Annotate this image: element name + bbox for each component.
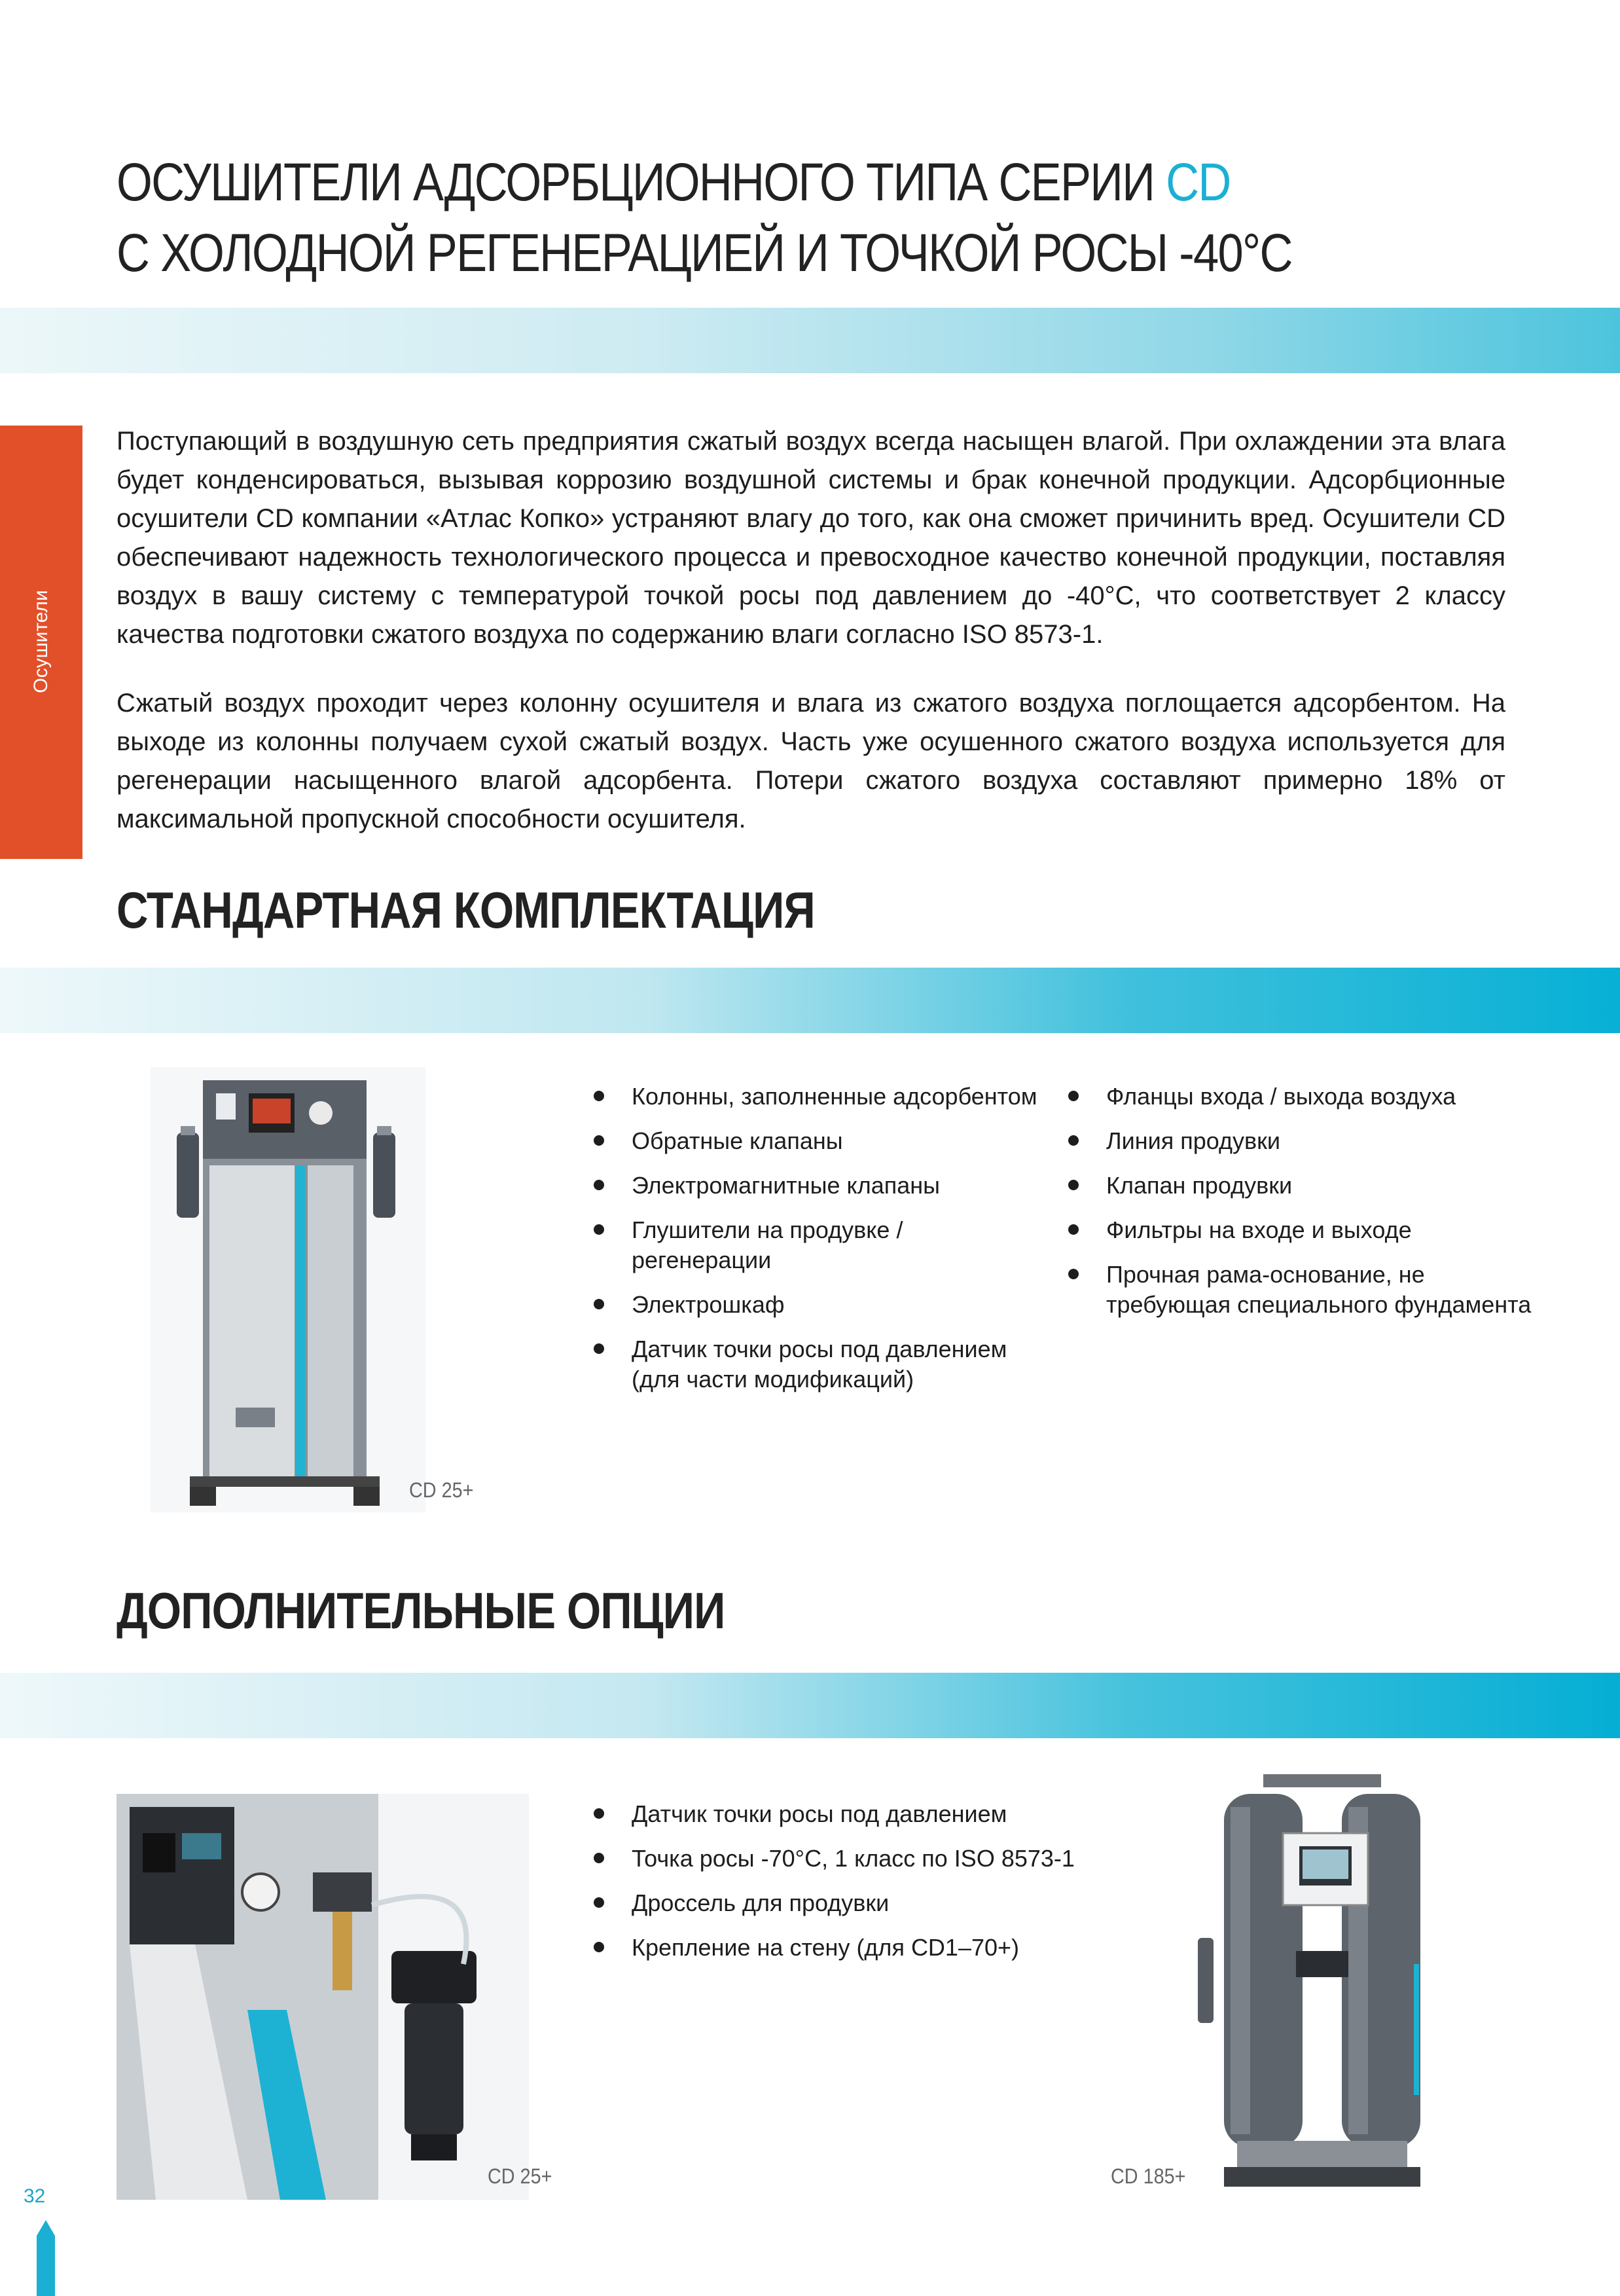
list-item: Фильтры на входе и выходе bbox=[1067, 1215, 1538, 1245]
image-caption: CD 25+ bbox=[488, 2164, 552, 2188]
decorative-band bbox=[0, 1673, 1620, 1738]
title-line2: С ХОЛОДНОЙ РЕГЕНЕРАЦИЕЙ И ТОЧКОЙ РОСЫ -40°С bbox=[117, 223, 1292, 283]
list-item: Глушители на продувке / регенерации bbox=[592, 1215, 1037, 1275]
list-item: Датчик точки росы под давлением (для части модификаций) bbox=[592, 1334, 1037, 1394]
decorative-band bbox=[0, 308, 1620, 373]
intro-paragraph-1: Поступающий в воздушную сеть предприятия сжатый воздух всегда насыщен влагой. При охлаждении эта влага будет конденсироваться, вызывая коррозию воздушной системы и брак конечной продукции. Адсорбционные осушители CD компании «Атлас Копко» устраняют влагу до того, как она сможет причинить вред. Осушители CD обеспечивают надежность технологического процесса и превосходное качество конечной продукции, поставляя воздух в вашу систему с температурой точкой росы под давлением до -40°С, что соответствует 2 классу качества подготовки сжатого воздуха по содержанию влаги согласно ISO 8573-1. bbox=[117, 427, 1505, 649]
list-item: Электрошкаф bbox=[592, 1290, 1037, 1320]
list-item: Крепление на стену (для CD1–70+) bbox=[592, 1933, 1181, 1963]
image-caption: CD 25+ bbox=[409, 1478, 474, 1502]
list-item: Линия продувки bbox=[1067, 1126, 1538, 1156]
page-marker bbox=[37, 2236, 55, 2296]
intro-paragraph-2: Сжатый воздух проходит через колонну осушителя и влага из сжатого воздуха поглощается адсорбентом. На выходе из колонны получаем сухой сжатый воздух. Часть уже осушенного сжатого воздуха используется для регенерации насыщенного влагой адсорбента. Потери сжатого воздуха составляют примерно 18% от максимальной пропускной способности осушителя. bbox=[117, 689, 1505, 833]
list-item: Фланцы входа / выхода воздуха bbox=[1067, 1082, 1538, 1112]
standard-list-col2 bbox=[1067, 1082, 1538, 1334]
list-item: Прочная рама-основание, не требующая специального фундамента bbox=[1067, 1260, 1538, 1320]
options-heading: ДОПОЛНИТЕЛЬНЫЕ ОПЦИИ bbox=[117, 1582, 725, 1639]
cd185-dryer-image bbox=[1185, 1768, 1460, 2200]
page-title bbox=[117, 147, 1292, 289]
standard-list-col1 bbox=[592, 1082, 1037, 1409]
standard-heading: СТАНДАРТНАЯ КОМПЛЕКТАЦИЯ bbox=[117, 881, 815, 939]
list-item: Электромагнитные клапаны bbox=[592, 1171, 1037, 1201]
title-accent: CD bbox=[1166, 153, 1231, 212]
list-item: Колонны, заполненные адсорбентом bbox=[592, 1082, 1037, 1112]
list-item: Клапан продувки bbox=[1067, 1171, 1538, 1201]
cd25-dryer-image bbox=[151, 1067, 425, 1512]
page-number: 32 bbox=[24, 2185, 46, 2207]
options-list bbox=[592, 1799, 1181, 1977]
list-item: Точка росы -70°С, 1 класс по ISO 8573-1 bbox=[592, 1844, 1181, 1874]
title-line1: ОСУШИТЕЛИ АДСОРБЦИОННОГО ТИПА СЕРИИ bbox=[117, 153, 1166, 212]
decorative-band bbox=[0, 968, 1620, 1033]
side-tab-label: Осушители bbox=[30, 590, 52, 693]
list-item: Датчик точки росы под давлением bbox=[592, 1799, 1181, 1829]
list-item: Обратные клапаны bbox=[592, 1126, 1037, 1156]
cd25-options-closeup-image bbox=[117, 1794, 529, 2200]
image-caption: CD 185+ bbox=[1111, 2164, 1186, 2188]
list-item: Дроссель для продувки bbox=[592, 1888, 1181, 1918]
